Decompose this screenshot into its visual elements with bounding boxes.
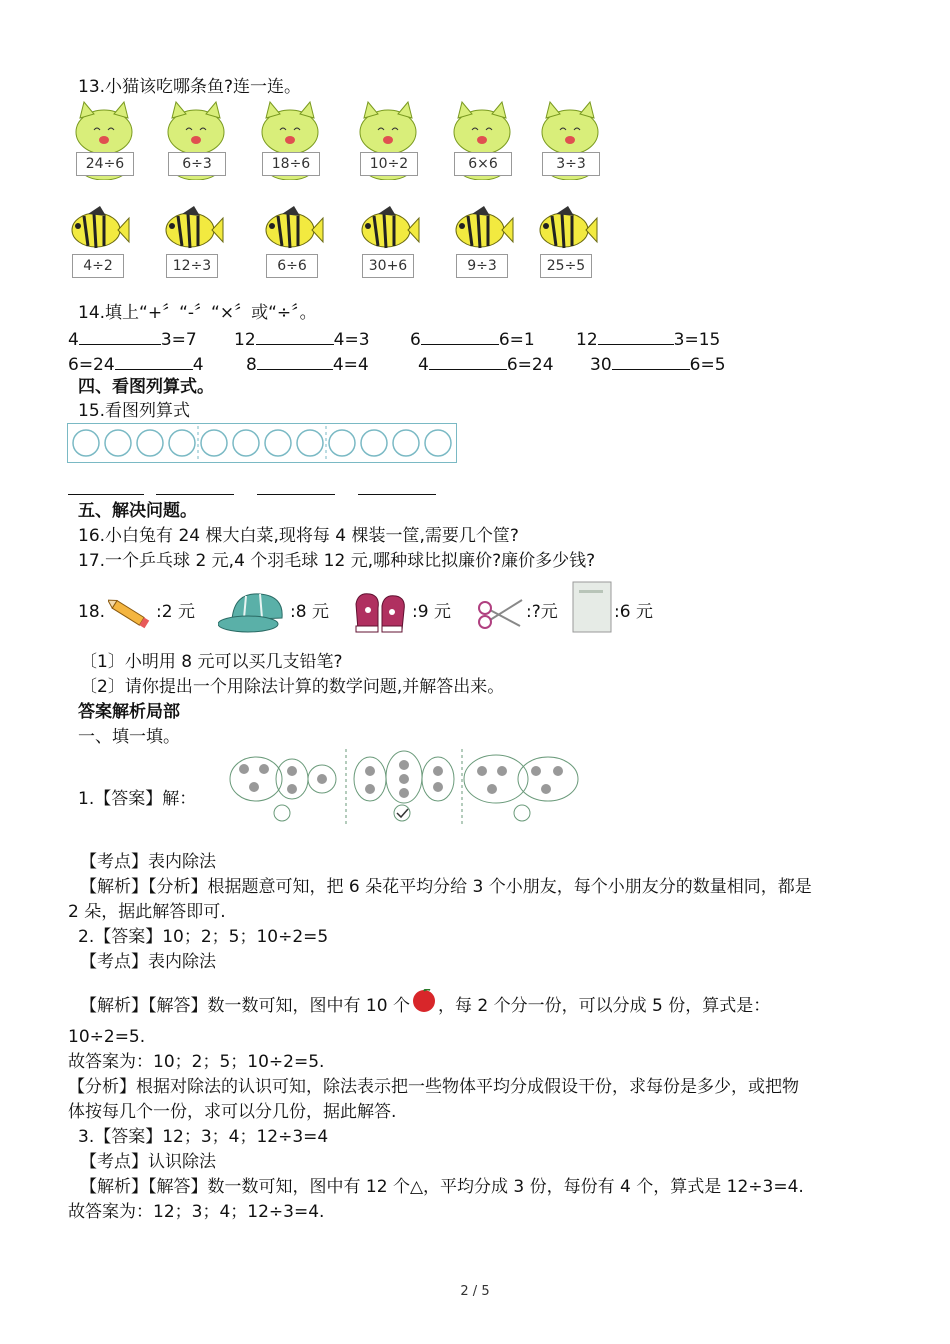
answer-blank[interactable]	[429, 351, 507, 370]
fish-card[interactable]	[450, 204, 514, 280]
operand: 12	[234, 330, 256, 350]
circle	[137, 430, 163, 456]
equation	[410, 326, 535, 351]
solve-text: ，每 2 个分一份，可以分成 5 份，算式是：	[437, 996, 771, 1016]
cat-card[interactable]	[254, 100, 326, 180]
section-heading: 五、解决问题。	[78, 501, 197, 521]
answer-blank[interactable]	[421, 326, 499, 345]
price: :9 元	[412, 602, 451, 622]
operand: 8	[246, 355, 257, 375]
answer-3-point: 【考点】认识除法	[80, 1152, 216, 1172]
notebook-icon	[571, 580, 613, 634]
equation	[68, 326, 197, 351]
operand: 12	[576, 330, 598, 350]
fish-label: 6÷6	[266, 254, 318, 278]
flower-groups-graphic	[216, 747, 582, 827]
q18-sub2: 〔2〕请你提出一个用除法计算的数学问题,并解答出来。	[80, 677, 505, 697]
q18-sub1: 〔1〕小明用 8 元可以买几支铅笔?	[80, 652, 343, 672]
circle	[425, 430, 451, 456]
circle	[329, 430, 355, 456]
circle	[201, 430, 227, 456]
answer-blank[interactable]	[598, 326, 674, 345]
operand: 4	[192, 355, 204, 375]
operand: 4=3	[333, 330, 370, 350]
section-heading: 四、看图列算式。	[78, 377, 214, 397]
answer-2-analysis-cont: 体按每几个一份，求可以分几份，据此解答.	[68, 1102, 397, 1122]
answer-2-solve	[80, 989, 770, 1017]
operand: 6=24	[68, 355, 115, 375]
answer-blank[interactable]	[256, 326, 334, 345]
q13-title: 13.小猫该吃哪条鱼?连一连。	[78, 77, 302, 97]
cap-icon	[218, 588, 290, 636]
answer-blank[interactable]	[257, 351, 333, 370]
flower-grouping-figure	[216, 747, 582, 827]
answer-blank[interactable]	[156, 494, 234, 495]
fish-icon	[450, 204, 514, 260]
cat-label: 24÷6	[76, 152, 134, 176]
price: :8 元	[290, 602, 329, 622]
operand: 6=24	[506, 355, 554, 375]
pencil-icon	[108, 596, 154, 632]
fish-icon	[260, 204, 324, 260]
circle	[233, 430, 259, 456]
operand: 4	[418, 355, 429, 375]
cat-label: 3÷3	[542, 152, 600, 176]
equation	[418, 351, 554, 376]
equation	[68, 351, 204, 376]
page-number: 2 / 5	[460, 1284, 490, 1299]
cat-label: 6×6	[454, 152, 512, 176]
answer-1-analysis: 【解析】【分析】根据题意可知，把 6 朵花平均分给 3 个小朋友，每个小朋友分的数量相同，都是	[80, 877, 812, 897]
fish-icon	[66, 204, 130, 260]
answer-2-point: 【考点】表内除法	[80, 952, 216, 972]
circle	[361, 430, 387, 456]
equation	[246, 351, 369, 376]
q15-title: 15.看图列算式	[78, 401, 191, 421]
cat-label: 6÷3	[168, 152, 226, 176]
cat-label: 18÷6	[262, 152, 320, 176]
circle	[265, 430, 291, 456]
price: :2 元	[156, 602, 195, 622]
answer-1-label: 1.【答案】解：	[78, 789, 197, 809]
q14-title: 14.填上“+〞“-〞“×〞或“÷〞。	[78, 303, 317, 323]
cat-card[interactable]	[534, 100, 606, 180]
answers-heading: 答案解析局部	[78, 702, 180, 722]
answer-2-equation: 10÷2=5.	[68, 1027, 146, 1047]
answer-blank[interactable]	[68, 494, 144, 495]
operand: 4=4	[332, 355, 369, 375]
circle	[297, 430, 323, 456]
fish-icon	[534, 204, 598, 260]
answer-blank[interactable]	[257, 494, 335, 495]
answers-section-heading: 一、填一填。	[78, 727, 180, 747]
q18-label: 18.	[78, 602, 106, 622]
answer-blank[interactable]	[115, 351, 193, 370]
q16-text: 16.小白兔有 24 棵大白菜,现将每 4 棵装一筐,需要几个筐?	[78, 526, 519, 546]
circle-figure	[67, 423, 457, 463]
answer-2-result: 故答案为：10；2；5；10÷2=5.	[68, 1052, 325, 1072]
scissors-icon	[476, 596, 524, 636]
cat-card[interactable]	[160, 100, 232, 180]
mittens-icon	[352, 590, 412, 636]
circle	[169, 430, 195, 456]
answer-2: 2.【答案】10；2；5；10÷2=5	[78, 927, 329, 947]
operand: 30	[590, 355, 612, 375]
fish-icon	[160, 204, 224, 260]
answer-blank[interactable]	[612, 351, 690, 370]
fish-card[interactable]	[66, 204, 130, 280]
fish-label: 25÷5	[540, 254, 592, 278]
circle	[73, 430, 99, 456]
operand: 6	[410, 330, 421, 350]
answer-1-analysis-cont: 2 朵，据此解答即可.	[68, 902, 226, 922]
fish-card[interactable]	[534, 204, 598, 280]
fish-card[interactable]	[260, 204, 324, 280]
answer-2-analysis: 【分析】根据对除法的认识可知，除法表示把一些物体平均分成假设干份，求每份是多少，或把物	[68, 1077, 799, 1097]
fish-card[interactable]	[160, 204, 224, 280]
answer-blank[interactable]	[358, 494, 436, 495]
cat-card[interactable]	[68, 100, 140, 180]
fish-card[interactable]	[356, 204, 420, 280]
fish-label: 4÷2	[72, 254, 124, 278]
operand: 6=5	[689, 355, 726, 375]
price: :?元	[526, 602, 558, 622]
circle	[393, 430, 419, 456]
circle	[105, 430, 131, 456]
fish-label: 12÷3	[166, 254, 218, 278]
fish-label: 9÷3	[456, 254, 508, 278]
solve-text: 【解析】【解答】数一数可知，图中有 10 个	[80, 996, 410, 1016]
cat-label: 10÷2	[360, 152, 418, 176]
fish-icon	[356, 204, 420, 260]
circles-graphic	[68, 424, 456, 462]
answer-1-point: 【考点】表内除法	[80, 852, 216, 872]
fish-label: 30+6	[362, 254, 414, 278]
equation	[576, 326, 720, 351]
answer-blank[interactable]	[79, 326, 161, 345]
answer-3-solve: 【解析】【解答】数一数可知，图中有 12 个△，平均分成 3 份，每份有 4 个，算式是 12÷3=4.	[80, 1177, 804, 1197]
answer-3-result: 故答案为：12；3；4；12÷3=4.	[68, 1202, 325, 1222]
operand: 3=15	[673, 330, 721, 350]
cat-card[interactable]	[446, 100, 518, 180]
operand: 3=7	[160, 330, 197, 350]
apple-icon	[410, 989, 438, 1013]
operand: 6=1	[498, 330, 535, 350]
answer-3: 3.【答案】12；3；4；12÷3=4	[78, 1127, 329, 1147]
equation	[590, 351, 726, 376]
q17-text: 17.一个乒乓球 2 元,4 个羽毛球 12 元,哪种球比拟廉价?廉价多少钱?	[78, 551, 596, 571]
cat-card[interactable]	[352, 100, 424, 180]
price: :6 元	[614, 602, 653, 622]
equation	[234, 326, 370, 351]
operand: 4	[68, 330, 79, 350]
